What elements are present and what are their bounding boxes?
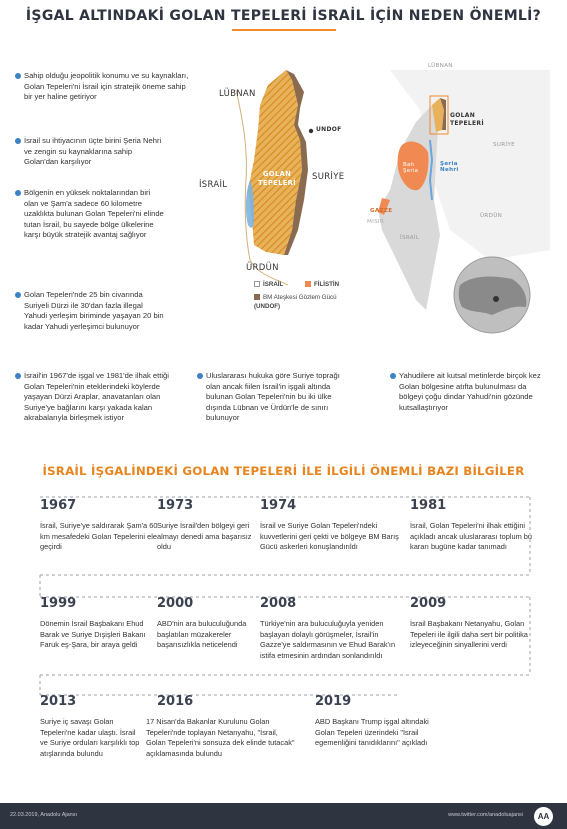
footer-credit: 22.03.2019, Anadolu Ajansı <box>10 812 77 818</box>
page-title: İŞGAL ALTINDAKİ GOLAN TEPELERİ İSRAİL İÇİN NEDEN ÖNEMLİ? <box>25 8 542 24</box>
info-column-druze <box>24 371 174 424</box>
bullet-dot-icon <box>15 373 21 379</box>
bullet-text: Golan Tepeleri'nde 25 bin civarında Suriyeli Dürzi ile 30'dan fazla illegal Yahudi yerleşim biriminde yaşayan 20 bin kadar Yahudi yerleşimci bulunuyor <box>24 290 164 331</box>
timeline-text: İsrail, Suriye'ye saldırarak Şam'a 60 km mesafedeki Golan Tepelerini ele geçirdi <box>40 521 158 552</box>
mini-jordan-river <box>430 140 432 200</box>
column-text: Yahudilere ait kutsal metinlerde birçok kez Golan bölgesine atıfta bulunulması da bölgeyi çoğu dindar Yahudi'nin gözünde kutsallaştırıyor <box>399 371 541 412</box>
timeline-year: 1973 <box>157 498 194 513</box>
swatch-israil-icon <box>254 281 260 287</box>
bullet-dot-icon <box>197 373 203 379</box>
aa-logo-icon: AA <box>534 807 553 826</box>
map-label-israil: İSRAİL <box>199 180 228 190</box>
map-label-urdun: ÜRDÜN <box>246 263 279 273</box>
timeline-text: 17 Nisan'da Bakanlar Kurulunu Golan Tepeleri'nde toplayan Netanyahu, "İsrail, Golan Tepeleri'ni sonsuza dek elinde tutacak" açıklamasında bulundu <box>146 717 295 758</box>
footer <box>0 803 567 829</box>
bullet-text: Sahip olduğu jeopolitik konumu ve su kaynakları, Golan Tepeleri'ni İsrail için stratejik öneme sahip bir yer haline getiriyor <box>24 71 189 102</box>
mini-label-urdun: ÜRDÜN <box>480 213 503 219</box>
timeline-year: 1981 <box>410 498 447 513</box>
footer-twitter-link[interactable]: www.twitter.com/anadoluajansi <box>448 812 523 818</box>
bullet-dot-icon <box>15 190 21 196</box>
timeline-text: Suriye İsrail'den bölgeyi geri almayı denedi ama başarısız oldu <box>157 521 252 552</box>
info-column-religion <box>399 371 549 413</box>
mini-label-bati-seria: Batı Şeria <box>403 162 419 174</box>
timeline-year: 1974 <box>260 498 297 513</box>
timeline-text: İsrail Başbakanı Netanyahu, Golan Tepeleri ile ilgili daha sert bir politika izleyeceğinin sinyallerini verdi <box>410 619 528 650</box>
column-text: Uluslararası hukuka göre Suriye toprağı olan ancak fiilen İsrail'in işgali altında bulunan Golan Tepeleri'nin bu iki ülke dışında Lübnan ve Ürdün'le de sınırı bulunuyor <box>206 371 340 423</box>
mini-label-israil: İSRAİL <box>400 235 420 241</box>
map-label-lubnan: LÜBNAN <box>219 89 256 99</box>
timeline-text: İsrail, Golan Tepeleri'ni ilhak ettiğini açıkladı ancak uluslararası toplum bu kararı bugüne kadar tanımadı <box>410 521 533 552</box>
mini-label-lubnan: LÜBNAN <box>428 63 453 69</box>
timeline-year: 2009 <box>410 596 447 611</box>
timeline-year: 2000 <box>157 596 194 611</box>
mini-label-golan: GOLAN TEPELERİ <box>450 112 484 127</box>
timeline-text: İsrail ve Suriye Golan Tepeleri'ndeki kuvvetlerini geri çekti ve bölgeye BM Barış Gücü askerleri konuşlandırıldı <box>260 521 399 552</box>
legend-filistin: FİLİSTİN <box>305 281 339 288</box>
timeline-text: Dönemin İsrail Başbakanı Ehud Barak ve Suriye Dışişleri Bakanı Faruk eş-Şara, bir araya geldi <box>40 619 146 650</box>
timeline-year: 2019 <box>315 694 352 709</box>
legend-undof-abbrev: (UNDOF) <box>254 303 281 310</box>
undof-marker-icon <box>309 129 313 133</box>
timeline-year: 1967 <box>40 498 77 513</box>
bullet-text: İsrail su ihtiyacının üçte birini Şeria Nehri ve zengin su kaynaklarına sahip Golan'dan karşılıyor <box>24 136 162 167</box>
bullet-population <box>24 290 164 332</box>
israel-region <box>188 90 250 290</box>
info-column-border <box>206 371 356 424</box>
mini-label-misir: MISIR <box>367 219 385 225</box>
mini-label-gazze: GAZZE <box>370 208 393 214</box>
timeline-text: Türkiye'nin ara buluculuğuyla yeniden başlayan dolaylı görüşmeler, İsrail'in Gazze'ye saldırmasının ve Ehud Barak'ın istifa etmesinin ardından sonlandırıldı <box>260 619 396 660</box>
timeline-year: 1999 <box>40 596 77 611</box>
timeline-year: 2016 <box>157 694 194 709</box>
bullet-geopolitics <box>24 71 189 103</box>
bullet-dot-icon <box>15 138 21 144</box>
map-label-suriye: SURİYE <box>312 172 345 182</box>
timeline-text: ABD'nin ara buluculuğunda başlatılan müzakereler başarısızlıkla neticelendi <box>157 619 247 650</box>
bullet-water <box>24 136 164 168</box>
bullet-strategic <box>24 188 164 241</box>
locator-globe-icon <box>452 255 532 335</box>
bullet-dot-icon <box>390 373 396 379</box>
mini-label-suriye: SURİYE <box>493 142 515 148</box>
timeline-text: Suriye iç savaşı Golan Tepeleri'ne kadar ulaştı. İsrail ve Suriye orduları karşılıklı top atışlarında bulundu <box>40 717 140 758</box>
swatch-undof-icon <box>254 294 260 300</box>
map-label-undof: UNDOF <box>316 126 342 133</box>
legend-israil: İSRAİL <box>254 281 283 288</box>
bullet-text: Bölgenin en yüksek noktalarından biri olan ve Şam'a sadece 60 kilometre uzaklıkta bulunan Golan Tepeleri'ni elinde tutan İsrail, bu sayede bölge ülkelerine karşı büyük stratejik avantaj sağlıyor <box>24 188 164 240</box>
title-underline <box>232 29 336 31</box>
legend-undof: BM Ateşkesi Gözlem Gücü <box>254 294 337 301</box>
timeline-year: 2008 <box>260 596 297 611</box>
swatch-filistin-icon <box>305 281 311 287</box>
bullet-dot-icon <box>15 292 21 298</box>
mini-label-seria-nehri: Şeria Nehri <box>440 161 459 173</box>
timeline-year: 2013 <box>40 694 77 709</box>
timeline-text: ABD Başkanı Trump işgal altındaki Golan Tepeleri üzerindeki "İsrail egemenliğini tanıdıklarını" açıkladı <box>315 717 429 748</box>
map-label-golan: GOLAN TEPELERİ <box>257 170 297 187</box>
column-text: İsrail'in 1967'de işgal ve 1981'de ilhak ettiği Golan Tepeleri'nin eteklerindeki köylerde yaşayan Dürzi Araplar, anavatanları olan Suriye'ye bağlarını karşı yakada kalan akrabalarıyla birleşmek istiyor <box>24 371 169 423</box>
section-title: İSRAİL İŞGALİNDEKİ GOLAN TEPELERİ İLE İLGİLİ ÖNEMLİ BAZI BİLGİLER <box>42 464 525 478</box>
bullet-dot-icon <box>15 73 21 79</box>
